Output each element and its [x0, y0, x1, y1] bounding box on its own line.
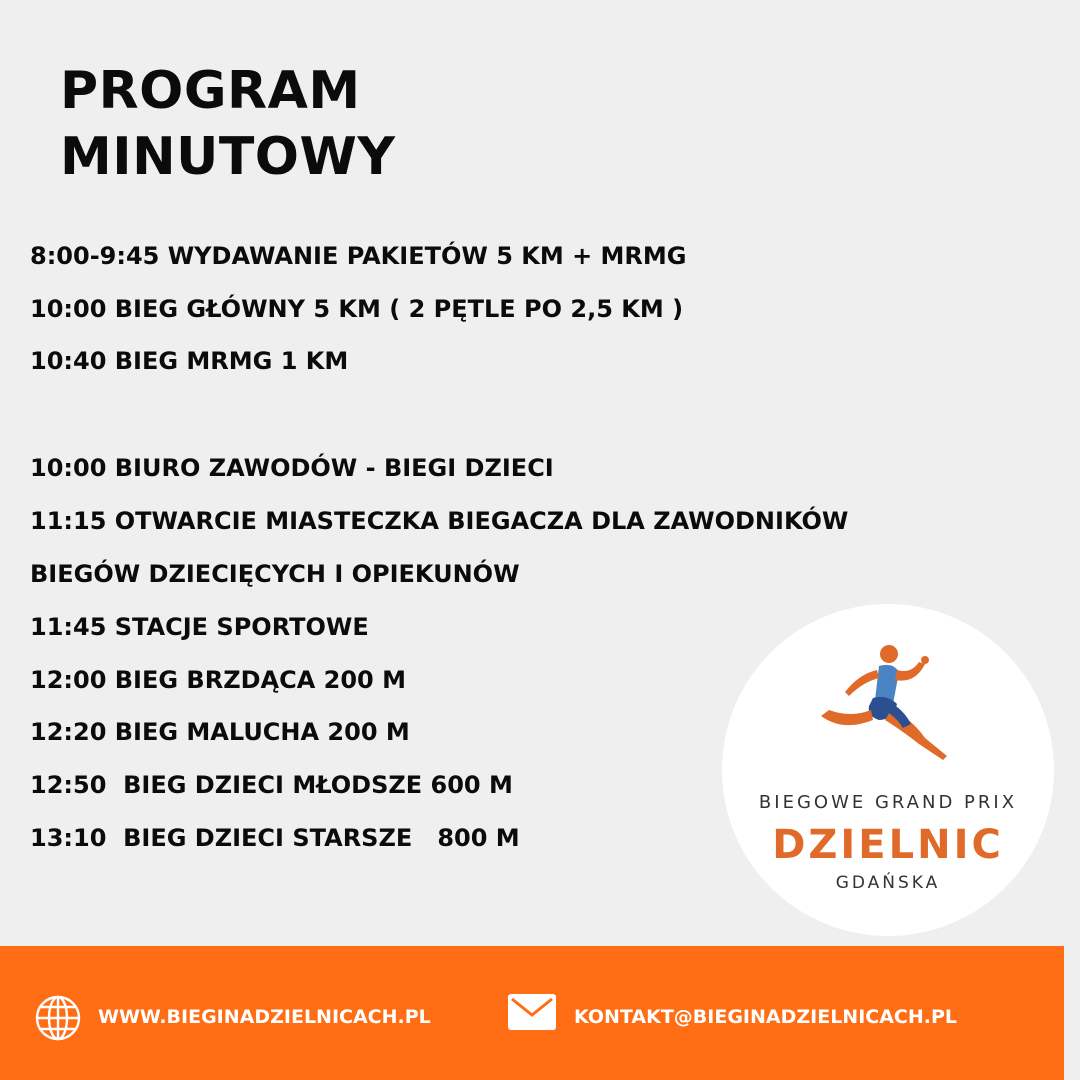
event-logo — [722, 604, 1054, 936]
globe-icon — [34, 994, 82, 1042]
schedule-item: 11:15 OTWARCIE MIASTECZKA BIEGACZA DLA ZAWODNIKÓW — [30, 507, 849, 535]
schedule-item: 12:50 BIEG DZIECI MŁODSZE 600 M — [30, 771, 513, 799]
schedule-item: 10:00 BIURO ZAWODÓW - BIEGI DZIECI — [30, 454, 554, 482]
schedule-item: 12:20 BIEG MALUCHA 200 M — [30, 718, 410, 746]
schedule-item: 13:10 BIEG DZIECI STARSZE 800 M — [30, 824, 520, 852]
schedule-item: BIEGÓW DZIECIĘCYCH I OPIEKUNÓW — [30, 560, 520, 588]
schedule-item: 10:40 BIEG MRMG 1 KM — [30, 347, 349, 375]
runner-icon — [807, 640, 967, 770]
email-text: KONTAKT@BIEGINADZIELNICACH.PL — [574, 1006, 958, 1028]
schedule-item: 10:00 BIEG GŁÓWNY 5 KM ( 2 PĘTLE PO 2,5 KM ) — [30, 295, 684, 323]
footer-bar — [0, 946, 1064, 1080]
title-line-2: MINUTOWY — [60, 127, 396, 187]
page-title — [60, 58, 396, 190]
envelope-icon — [508, 994, 556, 1030]
schedule-item: 8:00-9:45 WYDAWANIE PAKIETÓW 5 KM + MRMG — [30, 242, 687, 270]
email-link[interactable] — [500, 946, 1040, 1080]
schedule-item: 11:45 STACJE SPORTOWE — [30, 613, 369, 641]
title-line-1: PROGRAM — [60, 61, 361, 121]
logo-line-2: DZIELNIC — [772, 822, 1004, 868]
website-text: WWW.BIEGINADZIELNICACH.PL — [98, 1006, 431, 1028]
logo-line-1: BIEGOWE GRAND PRIX — [758, 792, 1018, 813]
schedule-item: 12:00 BIEG BRZDĄCA 200 M — [30, 666, 406, 694]
website-link[interactable] — [0, 946, 480, 1080]
logo-line-3: GDAŃSKA — [835, 873, 941, 893]
